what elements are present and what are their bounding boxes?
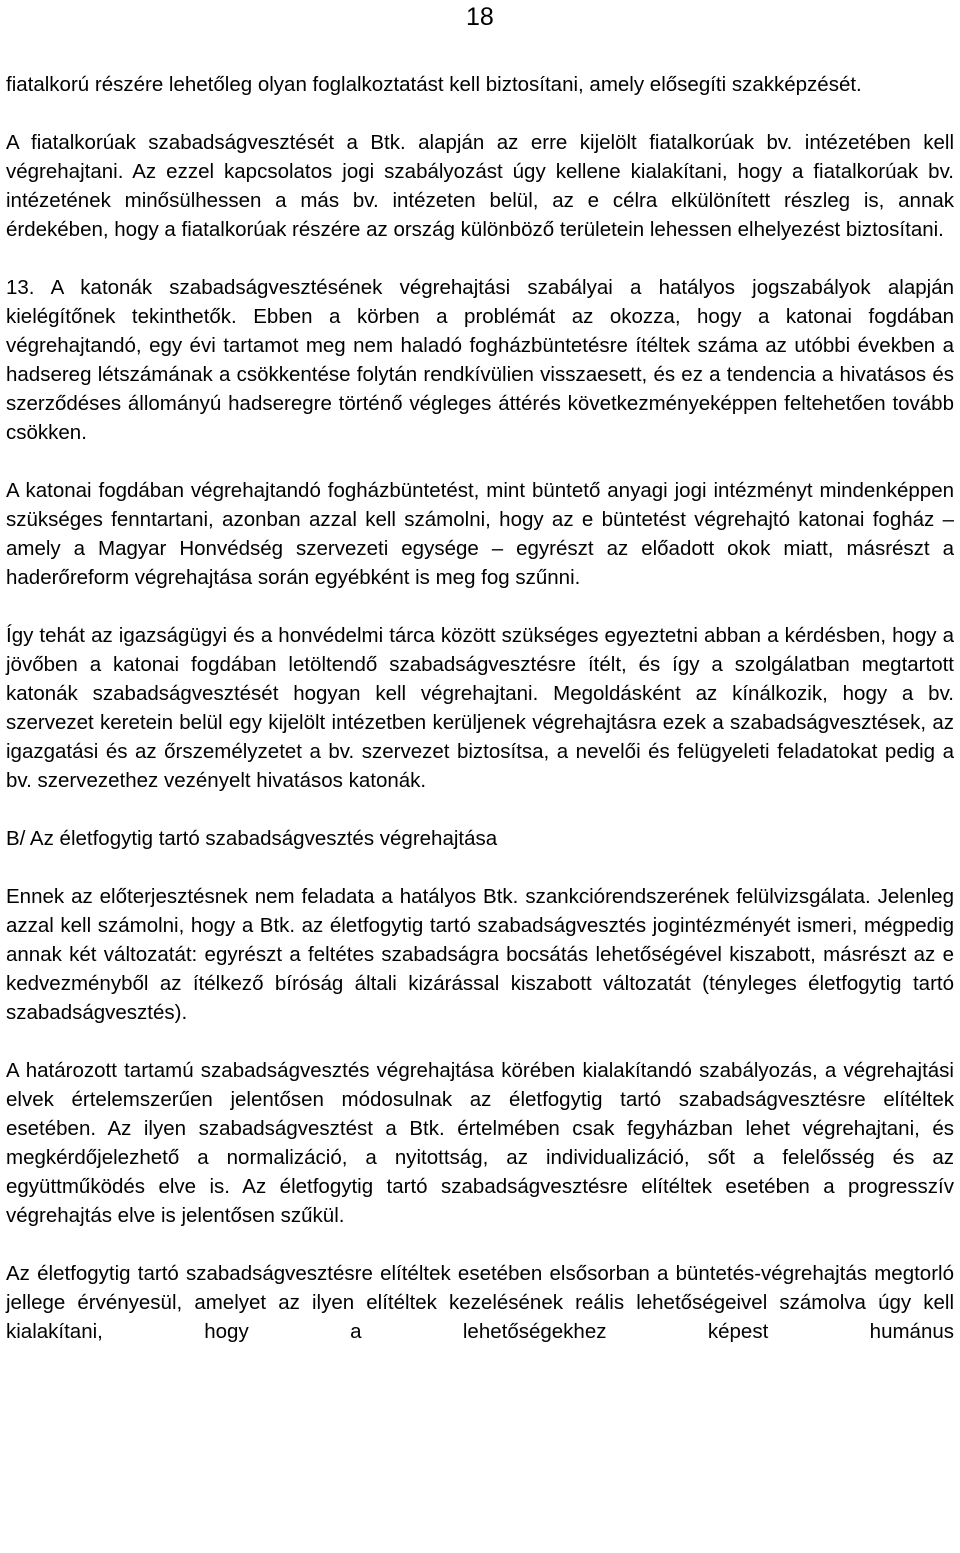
paragraph-ministry-coordination: Így tehát az igazságügyi és a honvédelmi tárca között szükséges egyeztetni abban a kérdésben, hogy a jövőben a katonai fogdában letöltendő szabadságvesztésre ítélt, és így a szolgálatban megtartott katonák szabadságvesztését hogyan kell végrehajtani. Megoldásként az kínálkozik, hogy a bv. szervezet keretein belül egy kijelölt intézetben kerüljenek végrehajtásra ezek a szabadságvesztések, az igazgatási és az őrszemélyzetet a bv. szervezet biztosítsa, a nevelői és felügyeleti feladatokat pedig a bv. szervezethez vezényelt hivatásos katonák. [6,624,954,792]
document-body [6,70,954,1346]
paragraph-military-custody: A katonai fogdában végrehajtandó fogházbüntetést, mint büntető anyagi jogi intézményt mindenképpen szükséges fenntartani, azonban azzal kell számolni, hogy az e büntetést végrehajtó katonai fogház – amely a Magyar Honvédség szervezeti egysége – egyrészt az előadott okok miatt, másrészt a haderőreform végrehajtása során egyébként is meg fog szűnni. [6,479,954,589]
paragraph-life-sentence-treatment: Az életfogytig tartó szabadságvesztésre elítéltek esetében elsősorban a büntetés-végrehajtás megtorló jellege érvényesül, amelyet az ilyen elítéltek kezelésének reális lehetőségeivel számolva úgy kell kialakítani, hogy a lehetőségekhez képest humánus [6,1262,954,1343]
paragraph-youth-institution: A fiatalkorúak szabadságvesztését a Btk. alapján az erre kijelölt fiatalkorúak bv. intézetében kell végrehajtani. Az ezzel kapcsolatos jogi szabályozást úgy kellene kialakítani, hogy a fiatalkorúak bv. intézetének minősülhessen a más bv. intézeten belül, az e célra elkülönített részleg is, annak érdekében, hogy a fiatalkorúak részére az ország különböző területein lehessen elhelyezést biztosítani. [6,131,954,241]
section-heading-life-sentence: B/ Az életfogytig tartó szabadságvesztés végrehajtása [6,827,498,850]
paragraph-penal-code-review: Ennek az előterjesztésnek nem feladata a hatályos Btk. szankciórendszerének felülvizsgálata. Jelenleg azzal kell számolni, hogy a Btk. az életfogytig tartó szabadságvesztés jogintézményét ismeri, mégpedig annak két változatát: egyrészt a feltétes szabadságra bocsátás lehetőségével kiszabott, másrészt az e kedvezményből az ítélkező bíróság általi kizárással kiszabott változatát (tényleges életfogytig tartó szabadságvesztés). [6,885,954,1024]
page-number: 18 [466,3,494,31]
paragraph-youth-employment: fiatalkorú részére lehetőleg olyan foglalkoztatást kell biztosítani, amely elősegíti szakképzését. [6,73,862,96]
paragraph-soldiers-rules: 13. A katonák szabadságvesztésének végrehajtási szabályai a hatályos jogszabályok alapján kielégítőnek tekinthetők. Ebben a körben a problémát az okozza, hogy a katonai fogdában végrehajtandó, egy évi tartamot meg nem haladó fogházbüntetésre ítéltek száma az utóbbi években a hadsereg létszámának a csökkentése folytán rendkívülien visszaesett, és ez a tendencia a hivatásos és szerződéses állományú hadseregre történő végleges áttérés következményeképpen feltehetően tovább csökken. [6,276,954,444]
paragraph-fixed-term-execution: A határozott tartamú szabadságvesztés végrehajtása körében kialakítandó szabályozás, a végrehajtási elvek értelemszerűen jelentősen módosulnak az életfogytig tartó szabadságvesztésre elítéltek esetében. Az ilyen szabadságvesztést a Btk. értelmében csak fegyházban lehet végrehajtani, és megkérdőjelezhető a normalizáció, a nyitottság, az individualizáció, sőt a felelősség és az együttműködés elve is. Az életfogytig tartó szabadságvesztésre elítéltek esetében a progresszív végrehajtás elve is jelentősen szűkül. [6,1059,954,1227]
